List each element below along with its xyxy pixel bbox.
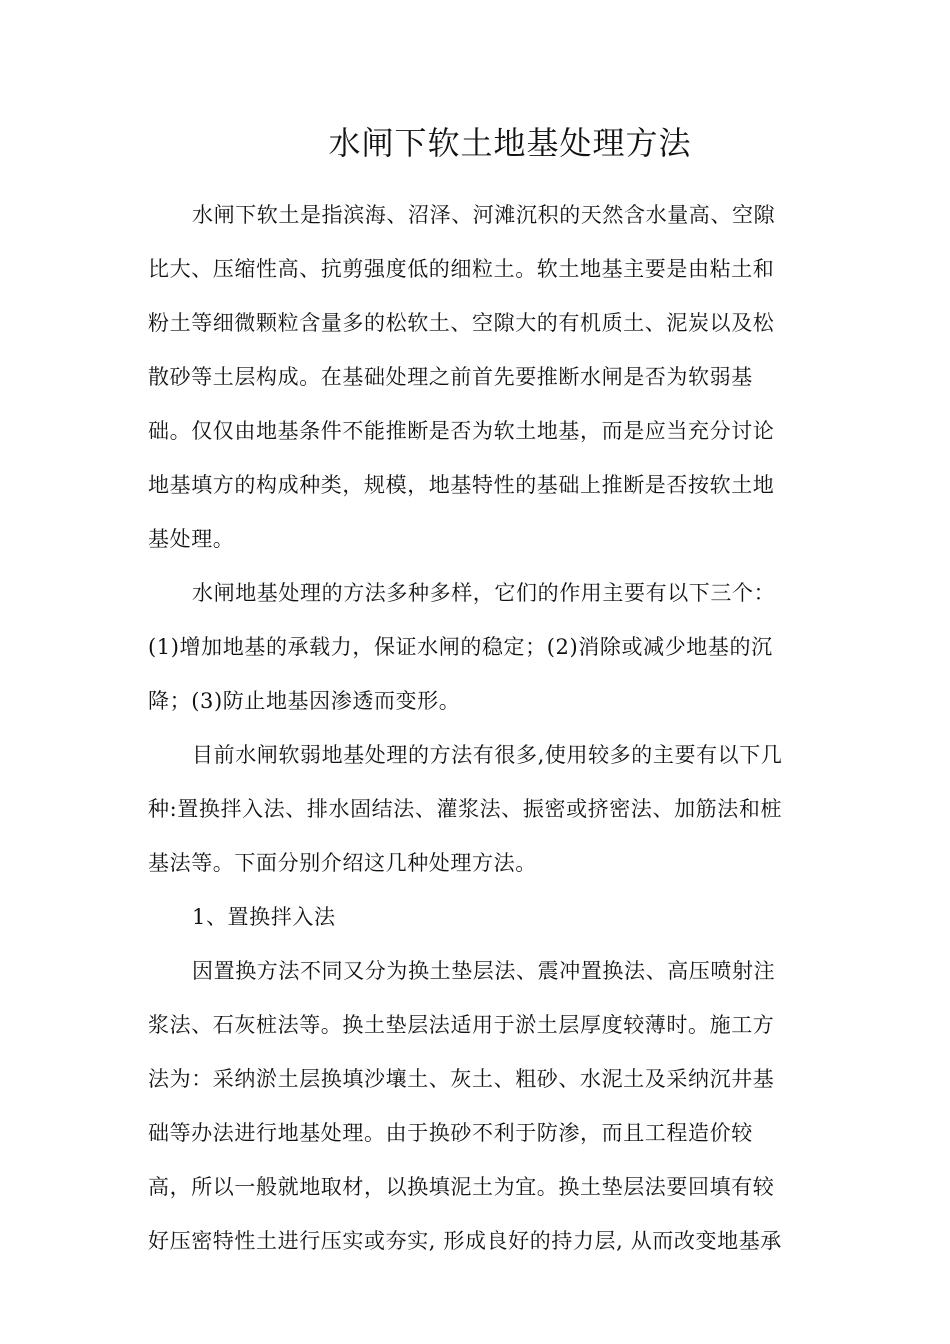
paragraph-line: 好压密特性土进行压实或夯实, 形成良好的持力层, 从而改变地基承 (148, 1229, 782, 1253)
paragraph-line: 散砂等土层构成。在基础处理之前首先要推断水闸是否为软弱基 (148, 365, 753, 389)
section-heading: 1、置换拌入法 (192, 905, 336, 929)
paragraph-line: 粉土等细微颗粒含量多的松软土、空隙大的有机质土、泥炭以及松 (148, 311, 775, 335)
paragraph-line: 浆法、石灰桩法等。换土垫层法适用于淤土层厚度较薄时。施工方 (148, 1013, 775, 1037)
paragraph-line: 种:置换拌入法、排水固结法、灌浆法、振密或挤密法、加筋法和桩 (148, 797, 783, 821)
paragraph-treatment-methods (148, 728, 808, 890)
paragraph-line: 础。仅仅由地基条件不能推断是否为软土地基，而是应当充分讨论 (148, 419, 775, 443)
paragraph-line: (1)增加地基的承载力，保证水闸的稳定；(2)消除或减少地基的沉 (148, 635, 773, 659)
paragraph-line: 础等办法进行地基处理。由于换砂不利于防渗，而且工程造价较 (148, 1121, 753, 1145)
document-title: 水闸下软土地基处理方法 (328, 124, 692, 162)
paragraph-line: 因置换方法不同又分为换土垫层法、震冲置换法、高压喷射注 (192, 959, 776, 983)
paragraph-soft-soil-definition (148, 188, 808, 566)
paragraph-line: 水闸地基处理的方法多种多样，它们的作用主要有以下三个： (192, 581, 776, 605)
paragraph-line: 降；(3)防止地基因渗透而变形。 (148, 689, 461, 713)
paragraph-line: 基处理。 (148, 527, 235, 551)
section-heading-replacement-method (148, 890, 808, 944)
paragraph-line: 法为：采纳淤土层换填沙壤土、灰土、粗砂、水泥土及采纳沉井基 (148, 1067, 775, 1091)
paragraph-line: 水闸下软土是指滨海、沼泽、河滩沉积的天然含水量高、空隙 (192, 203, 776, 227)
paragraph-replacement-details (148, 944, 808, 1268)
paragraph-line: 目前水闸软弱地基处理的方法有很多,使用较多的主要有以下几 (192, 743, 783, 767)
paragraph-line: 比大、压缩性高、抗剪强度低的细粒土。软土地基主要是由粘土和 (148, 257, 775, 281)
document-body (148, 188, 808, 1268)
paragraph-line: 地基填方的构成种类，规模，地基特性的基础上推断是否按软土地 (148, 473, 775, 497)
paragraph-line: 基法等。下面分别介绍这几种处理方法。 (148, 851, 537, 875)
paragraph-line: 高，所以一般就地取材，以换填泥土为宜。换土垫层法要回填有较 (148, 1175, 775, 1199)
paragraph-treatment-purposes (148, 566, 808, 728)
